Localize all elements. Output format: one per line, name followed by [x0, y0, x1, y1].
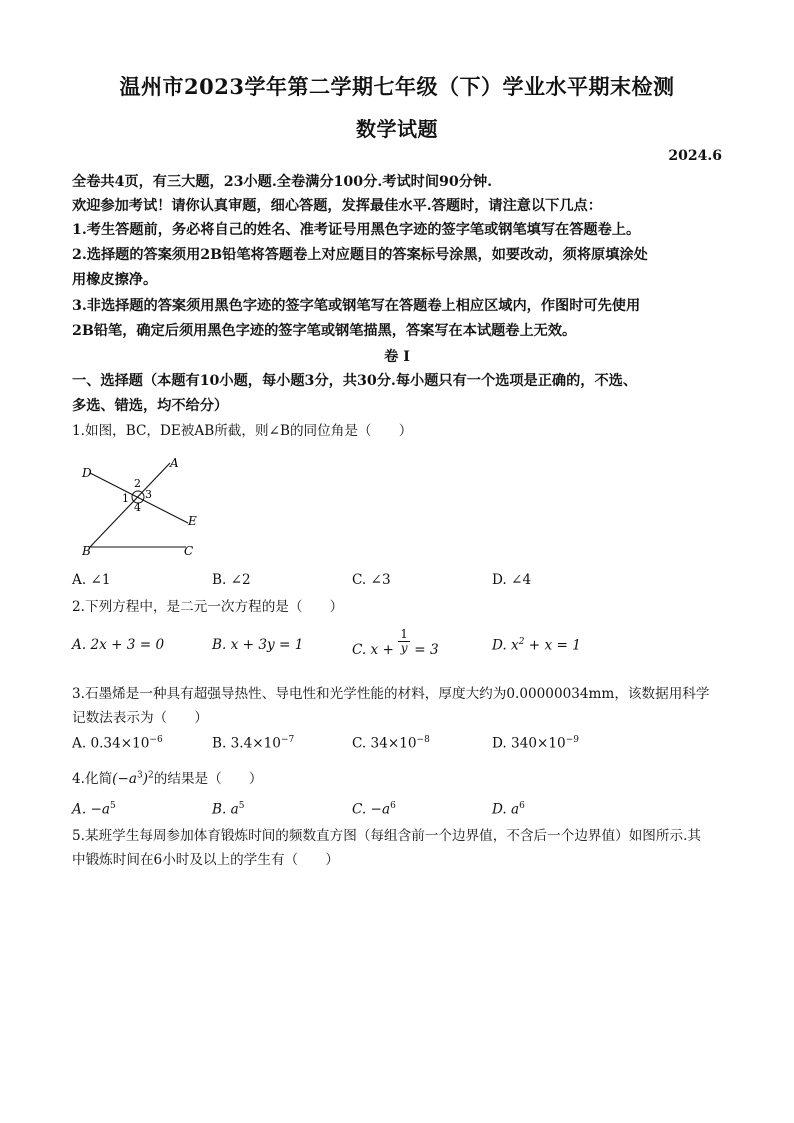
- q4-option-b-exp: 5: [238, 801, 245, 811]
- q2-option-c-tail: = 3: [414, 642, 439, 658]
- q4-option-d-exp: 6: [519, 801, 525, 811]
- q4-stem-lead: 4.化简: [72, 771, 113, 787]
- q3-option-b-base: B. 3.4×10: [212, 735, 281, 752]
- q2-option-d: [492, 637, 581, 654]
- angle-3-label: 3: [145, 488, 152, 501]
- angle-1-label: 1: [122, 492, 129, 505]
- section-heading: 多选、错选，均不给分）: [72, 398, 229, 414]
- instruction-line: 2B铅笔，确定后须用黑色字迹的签字笔或钢笔描黑，答案写在本试题卷上无效。: [72, 323, 577, 339]
- q4-option-c-exp: 6: [390, 801, 396, 811]
- instruction-line: 3.非选择题的答案须用黑色字迹的签字笔或钢笔写在答题卷上相应区域内，作图时可先使用: [72, 298, 641, 314]
- question-3-stem: 3.石墨烯是一种具有超强导热性、导电性和光学性能的材料，厚度大约为0.00000034mm，该数据用科学: [72, 686, 710, 702]
- q3-option-a: [72, 735, 163, 752]
- angle-4-label: 4: [134, 501, 141, 514]
- instruction-line: 2.选择题的答案须用2B铅笔将答题卷上对应题目的答案标号涂黑，如要改动，须将原填涂处: [72, 247, 648, 263]
- q3-option-d-exp: −9: [565, 735, 579, 745]
- exam-subtitle: 数学试题: [356, 117, 438, 141]
- q2-option-d-exp: 2: [518, 637, 525, 647]
- question-5-stem: 5.某班学生每周参加体育锻炼时间的频数直方图（每组含前一个边界值，不含后一个边界值）如图所示.其: [72, 828, 702, 844]
- q4-option-d: [492, 801, 525, 818]
- q2-option-c-lead: C. x +: [352, 642, 394, 658]
- volume-label: 卷 I: [384, 349, 410, 365]
- q4-option-a-base: A. −a: [72, 801, 110, 818]
- q1-option-a: A. ∠1: [72, 572, 111, 588]
- instruction-line: 用橡皮擦净。: [72, 272, 158, 288]
- q3-option-b-exp: −7: [280, 735, 295, 745]
- q1-option-b: B. ∠2: [212, 572, 251, 588]
- q1-option-c: C. ∠3: [352, 572, 391, 588]
- question-5-stem: 中锻炼时间在6小时及以上的学生有（ ）: [72, 852, 339, 868]
- label-e: E: [188, 514, 197, 528]
- q2-fraction: [398, 628, 410, 655]
- q3-option-d-base: D. 340×10: [492, 735, 566, 752]
- q4-option-c: [352, 801, 396, 818]
- q1-option-d: D. ∠4: [492, 572, 532, 588]
- q4-expression-close: ): [142, 771, 149, 787]
- instruction-line: 1.考生答题前，务必将自己的姓名、准考证号用黑色字迹的签字笔或钢笔填写在答题卷上。: [72, 222, 641, 238]
- q4-option-b: [212, 801, 244, 818]
- section-heading: 一、选择题（本题有10小题，每小题3分，共30分.每小题只有一个选项是正确的，不选、: [72, 373, 638, 389]
- q4-stem-tail: 的结果是（ ）: [153, 771, 263, 787]
- label-a: A: [170, 456, 179, 470]
- exam-date: 2024.6: [668, 148, 722, 164]
- q2-fraction-denominator: y: [400, 641, 408, 655]
- q4-option-b-base: B. a: [212, 801, 239, 818]
- instruction-line: 全卷共4页，有三大题，23小题.全卷满分100分.考试时间90分钟.: [72, 174, 493, 190]
- exam-title: 温州市2023学年第二学期七年级（下）学业水平期末检测: [119, 74, 675, 99]
- instruction-line: 欢迎参加考试！请你认真审题，细心答题，发挥最佳水平.答题时，请注意以下几点：: [72, 198, 602, 214]
- line-ab: [90, 463, 170, 547]
- q3-option-a-base: A. 0.34×10: [72, 735, 150, 752]
- q2-option-c: [352, 627, 439, 658]
- question-3-stem: 记数法表示为（ ）: [72, 710, 208, 726]
- question-1-stem: 1.如图，BC，DE被AB所截，则∠B的同位角是（ ）: [72, 423, 413, 439]
- label-d: D: [82, 466, 92, 480]
- q4-outer-exp: 2: [148, 770, 154, 781]
- q3-option-c-exp: −8: [416, 735, 430, 745]
- angle-2-label: 2: [134, 477, 141, 490]
- q1-figure: [78, 455, 208, 565]
- q3-option-c-base: C. 34×10: [352, 735, 417, 752]
- q2-option-d-lead: D. x: [492, 637, 519, 654]
- question-2-stem: 2.下列方程中，是二元一次方程的是（ ）: [72, 599, 344, 615]
- label-b: B: [82, 544, 91, 558]
- question-4-stem: [72, 767, 263, 787]
- label-c: C: [184, 544, 194, 558]
- q4-option-a: [72, 801, 116, 818]
- q4-option-c-base: C. −a: [352, 801, 391, 818]
- q3-option-a-exp: −6: [149, 735, 163, 745]
- q4-option-d-base: D. a: [492, 801, 520, 818]
- q3-option-b: [212, 735, 294, 752]
- q4-expression: (−a: [112, 771, 137, 787]
- q2-option-b: B. x + 3y = 1: [212, 637, 304, 653]
- q2-option-a: A. 2x + 3 = 0: [72, 637, 165, 653]
- q4-option-a-exp: 5: [109, 801, 116, 811]
- q3-option-c: [352, 735, 430, 752]
- q3-option-d: [492, 735, 579, 752]
- q2-option-d-tail: + x = 1: [528, 637, 581, 654]
- q2-fraction-numerator: 1: [400, 627, 408, 641]
- q4-inner-exp: 3: [136, 770, 143, 781]
